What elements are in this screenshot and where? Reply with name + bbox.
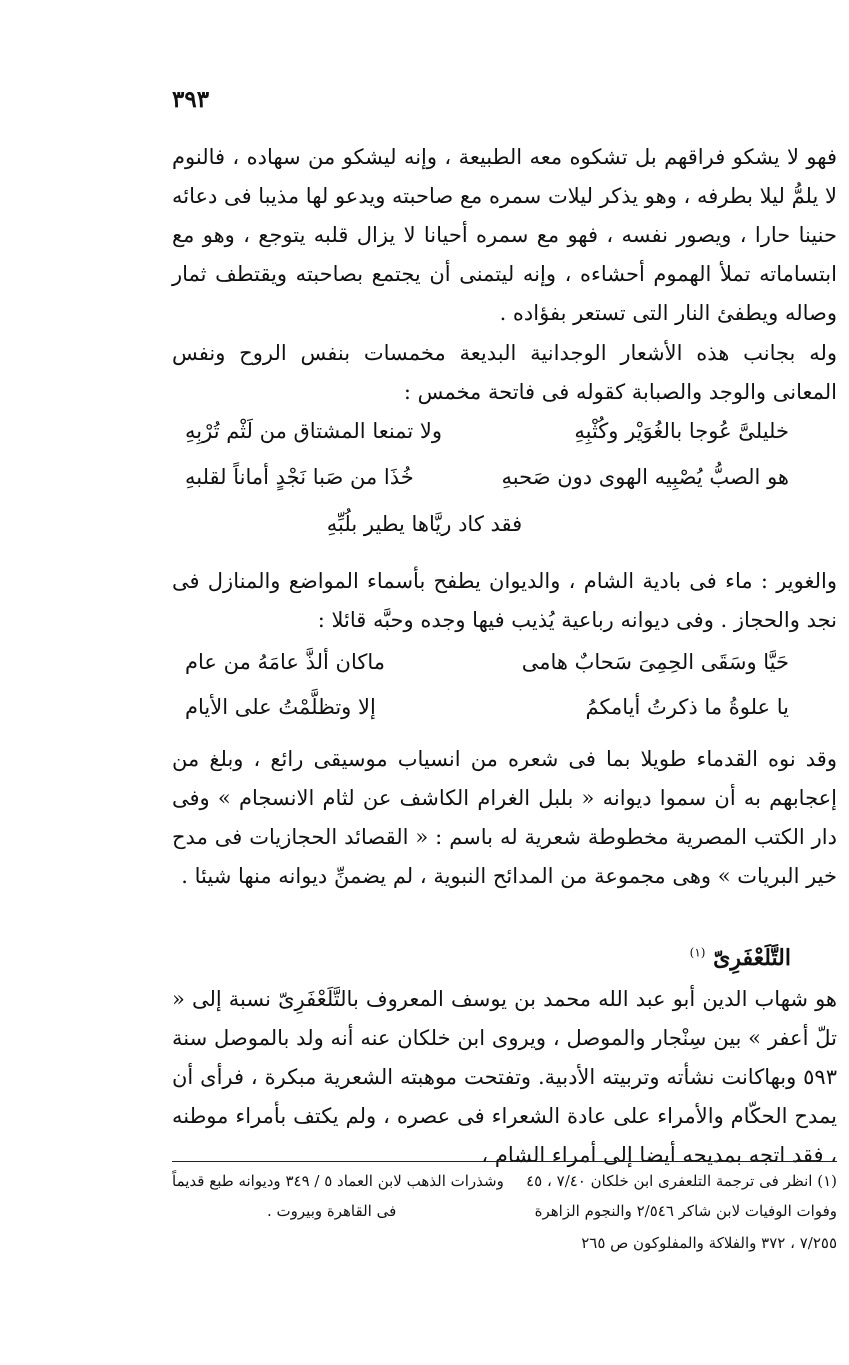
footnote-2-part-a: وفوات الوفيات لابن شاكر ٢/٥٤٦ والنجوم الزاهرة — [534, 1202, 837, 1220]
section-heading — [690, 945, 791, 971]
paragraph-1: فهو لا يشكو فراقهم بل تشكوه معه الطبيعة ، وإنه ليشكو من سهاده ، فالنوم لا يلمُّ ليلا بطرفه ، وهو يذكر ليلات سمره مع صاحبته ويدعو لها مذيبا فى دعائه حنينا حارا ، ويصور نفسه ، فهو مع سمره أحيانا لا يزال قلبه يتوجع ، وهو مع ابتساماته تملأ الهموم أحشاءه ، وإنه ليتمنى أن يجتمع بصاحبته ويقتطف ثمار وصاله ويطفئ النار التى تستعر بفؤاده . — [172, 145, 837, 325]
poem1-verse1-first-hemistich: خليلىَّ عُوجا بالغُوَيْر وكُثْبِهِ — [574, 419, 789, 443]
paragraph-3: والغوير : ماء فى بادية الشام ، والديوان يطفح بأسماء المواضع والمنازل فى نجد والحجاز . وفى ديوانه رباعية يُذيب فيها وجده وحبَّه قائلا : — [172, 569, 837, 632]
poem2-verse1-second-hemistich: ماكان ألذَّ عامَهُ من عام — [185, 650, 386, 674]
paragraph-5: هو شهاب الدين أبو عبد الله محمد بن يوسف المعروف بالتَّلَعْفَرِىّ نسبة إلى « تلّ أعفر » بين سِنْجار والموصل ، ويروى ابن خلكان عنه أنه ولد بالموصل سنة ٥٩٣ وبهاكانت نشأته وتربيته الأدبية. وتفتحت موهبته الشعرية مبكرة ، فرأى أن يمدح الحكّام والأمراء على عادة الشعراء فى عصره ، ولم يكتف بأمراء موطنه ، فقد اتجه بمديحه أيضا إلى أمراء الشام ، — [172, 987, 837, 1167]
poem1-verse1-second-hemistich: ولا تمنعا المشتاق من لَثْم تُرْبِهِ — [185, 419, 442, 443]
paragraph-2: وله بجانب هذه الأشعار الوجدانية البديعة مخمسات بنفس الروح ونفس المعانى والوجد والصبابة كقوله فى فاتحة مخمس : — [172, 341, 837, 404]
poem2-verse2-second-hemistich: إلا وتظلَّمْتُ على الأيام — [185, 695, 376, 719]
footnote-3-part-a: ٧/٢٥٥ ، ٣٧٢ والفلاكة والمفلوكون ص ٢٦٥ — [581, 1234, 837, 1252]
footnote-1-part-b: وشذرات الذهب لابن العماد ٥ / ٣٤٩ وديوانه طبع قديماً — [172, 1172, 504, 1190]
footnote-divider — [172, 1161, 837, 1162]
poem2-verse1-first-hemistich: حَيَّا وسَقَى الحِمِىَ سَحابٌ هامى — [521, 650, 789, 674]
page-number: ٣٩٣ — [172, 86, 210, 113]
poem1-verse2-first-hemistich: هو الصبُّ يُصْبِيه الهوى دون صَحبهِ — [501, 465, 789, 489]
footnote-marker: (١) — [689, 945, 706, 960]
footnote-1-part-a: (١) انظر فى ترجمة التلعفرى ابن خلكان ٧/٤٠ ، ٤٥ — [526, 1172, 837, 1190]
poem1-verse2-second-hemistich: خُذَا من صَبا نَجْدٍ أماناً لقلبهِ — [185, 465, 414, 489]
poem2-verse2-first-hemistich: يا علوةُ ما ذكرتُ أيامكمُ — [585, 695, 789, 719]
section-heading-title: التَّلَعْفَرِىّ — [713, 945, 791, 971]
footnote-2-part-b: فى القاهرة وبيروت . — [267, 1202, 397, 1220]
poem1-verse3: فقد كاد ريَّاها يطير بلُبِّهِ — [326, 512, 523, 536]
paragraph-4: وقد نوه القدماء طويلا بما فى شعره من انسياب موسيقى رائع ، وبلغ من إعجابهم به أن سموا ديوانه « بلبل الغرام الكاشف عن لثام الانسجام » وفى دار الكتب المصرية مخطوطة شعرية له باسم : « القصائد الحجازيات فى مدح خير البريات » وهى مجموعة من المدائح النبوية ، لم يضمنِّ ديوانه منها شيئا . — [172, 747, 837, 888]
